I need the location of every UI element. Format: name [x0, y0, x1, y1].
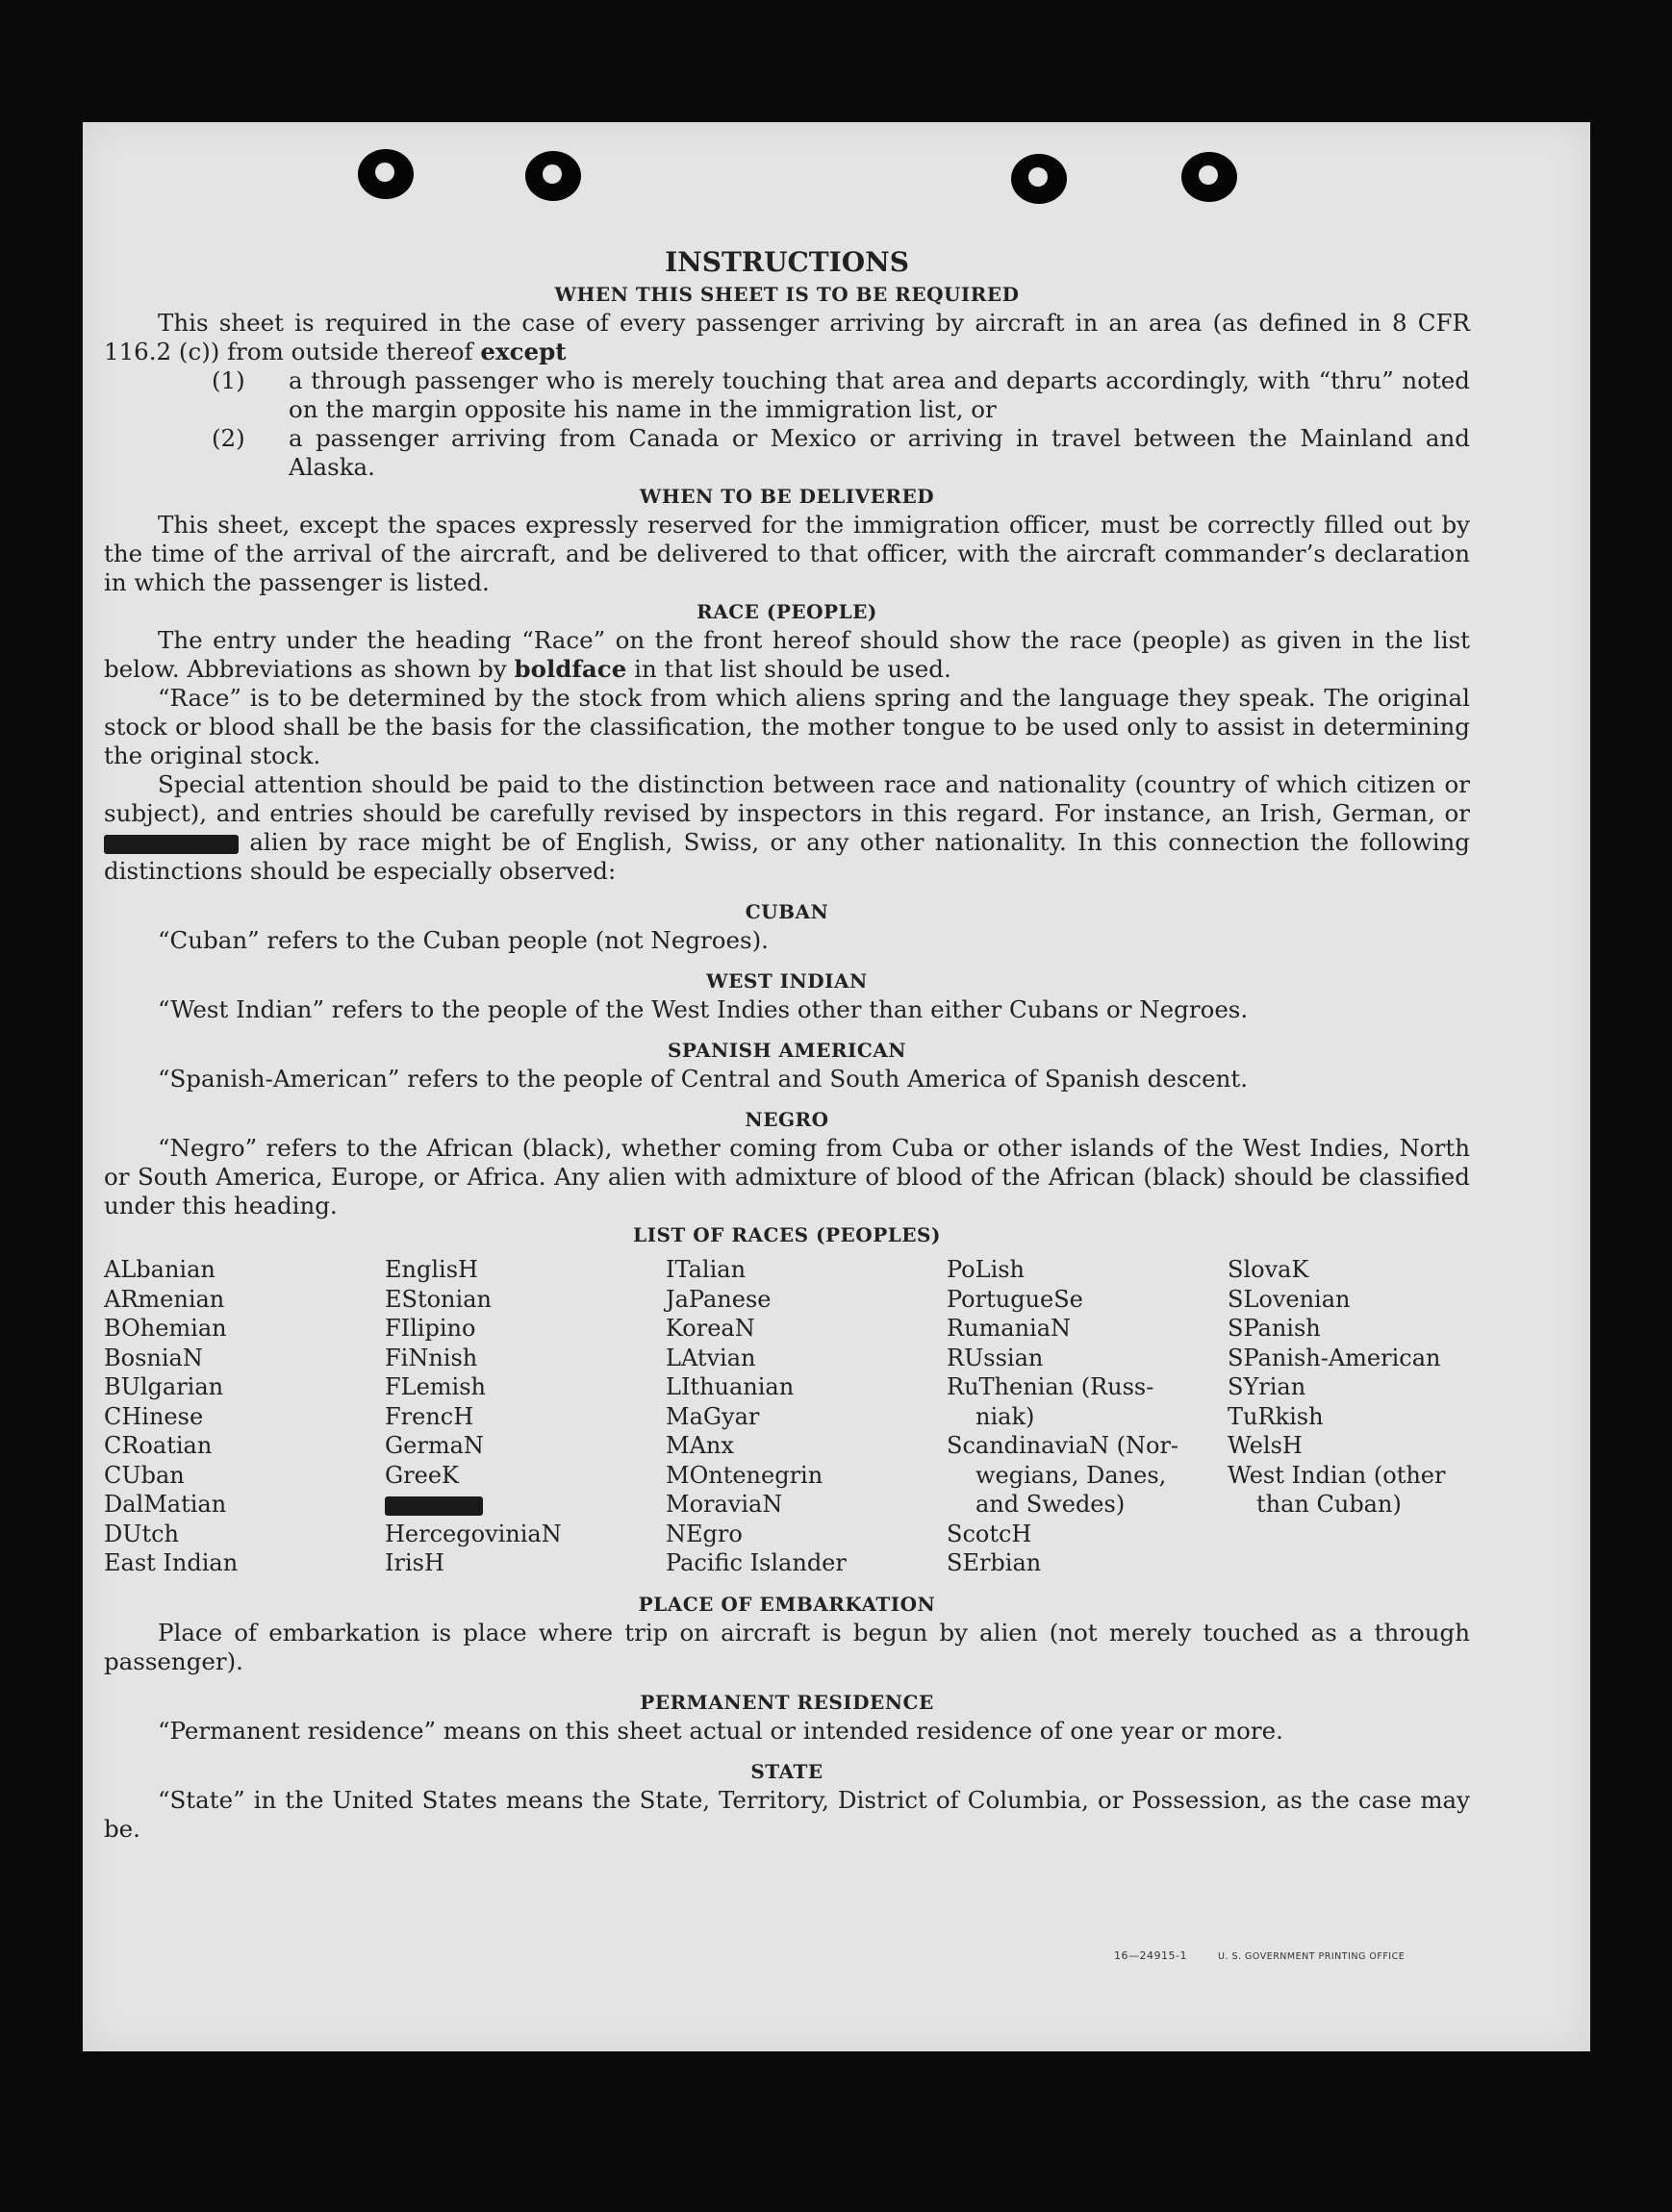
cuban-text: “Cuban” refers to the Cuban people (not Negroes).	[158, 926, 769, 954]
heading-required: WHEN THIS SHEET IS TO BE REQUIRED	[554, 283, 1020, 306]
race-entry: LIthuanian	[666, 1373, 795, 1400]
races-table	[104, 1255, 1470, 1578]
heading-negro: NEGRO	[745, 1108, 829, 1131]
race-entry: HercegoviniaN	[385, 1520, 562, 1547]
race-entry: CHinese	[104, 1402, 204, 1430]
race-entry: PortugueSe	[947, 1285, 1083, 1313]
race-entry: SPanish-American	[1228, 1344, 1441, 1371]
form-code: 16—24915-1	[1114, 1949, 1187, 1962]
race-entry: SErbian	[947, 1549, 1042, 1576]
heading-race: RACE (PEOPLE)	[697, 600, 877, 623]
race-entry: MOntenegrin	[666, 1461, 823, 1489]
race-entry: Pacific Islander	[666, 1549, 847, 1576]
heading-west-indian: WEST INDIAN	[706, 969, 868, 993]
race-entry: FLemish	[385, 1373, 486, 1400]
race-paragraph: The entry under the heading “Race” on the front hereof should show the race (people) as given in the list below. Abbreviations as shown by boldface in that list should be used.	[104, 626, 1470, 683]
race-entry: TuRkish	[1228, 1402, 1324, 1430]
printer-name: U. S. GOVERNMENT PRINTING OFFICE	[1217, 1951, 1406, 1962]
state-text: “State” in the United States means the State, Territory, District of Columbia, or Possession, as the case may be.	[104, 1785, 1470, 1843]
race-entry: CUban	[104, 1461, 185, 1489]
race-entry: East Indian	[104, 1549, 239, 1576]
race-entry: GreeK	[385, 1461, 459, 1489]
heading-state: STATE	[750, 1759, 823, 1783]
race-entry: CRoatian	[104, 1432, 213, 1459]
race-entry: MaGyar	[666, 1402, 760, 1430]
race-entry: DUtch	[104, 1520, 180, 1547]
race-column	[104, 1255, 385, 1578]
redaction-mark	[104, 835, 239, 854]
west-indian-text: “West Indian” refers to the people of the West Indies other than either Cubans or Negroes.	[158, 995, 1249, 1023]
redaction-mark	[385, 1496, 483, 1516]
heading-races-list: LIST OF RACES (PEOPLES)	[633, 1223, 941, 1246]
punch-hole	[525, 151, 581, 201]
list-item: (2) a passenger arriving from Canada or Mexico or arriving in travel between the Mainland and Alaska.	[212, 424, 1470, 481]
punch-hole	[1181, 152, 1237, 202]
race-entry: JaPanese	[666, 1285, 772, 1313]
race-column	[666, 1255, 947, 1578]
page-title: INSTRUCTIONS	[665, 246, 909, 278]
race-entry: SYrian	[1228, 1373, 1306, 1400]
race-entry: BosniaN	[104, 1344, 203, 1371]
race-entry: wegians, Danes,	[975, 1461, 1167, 1489]
race-entry: West Indian (other	[1228, 1461, 1446, 1489]
race-entry: ScotcH	[947, 1520, 1032, 1547]
race-entry: SlovaK	[1228, 1256, 1309, 1283]
race-column	[1228, 1255, 1470, 1578]
race-entry: ALbanian	[104, 1256, 215, 1283]
race-entry: niak)	[975, 1402, 1035, 1430]
race-entry: ARmenian	[104, 1285, 225, 1313]
race-entry: SPanish	[1228, 1315, 1321, 1342]
race-entry: MoraviaN	[666, 1491, 783, 1518]
race-entry: RumaniaN	[947, 1315, 1072, 1342]
race-entry: WelsH	[1228, 1432, 1303, 1459]
race-entry: FIlipino	[385, 1315, 476, 1342]
race-entry: ScandinaviaN (Nor-	[947, 1432, 1179, 1459]
heading-residence: PERMANENT RESIDENCE	[640, 1690, 934, 1714]
race-column	[385, 1255, 666, 1578]
residence-text: “Permanent residence” means on this sheet actual or intended residence of one year or more.	[158, 1716, 1283, 1745]
race-entry: BUlgarian	[104, 1373, 224, 1400]
race-entry: SLovenian	[1228, 1285, 1351, 1313]
punch-hole	[1011, 154, 1067, 204]
race-entry: BOhemian	[104, 1315, 227, 1342]
race-column	[947, 1255, 1228, 1578]
race-entry: and Swedes)	[975, 1491, 1126, 1518]
race-entry: ITalian	[666, 1256, 747, 1283]
race-entry: IrisH	[385, 1549, 444, 1576]
race-paragraph: Special attention should be paid to the distinction between race and nationality (country of which citizen or subject), and entries should be carefully revised by inspectors in this regard. For instance, an Irish, German, or alien by race might be of English, Swiss, or any other nationality. In this connection the following distinctions should be especially observed:	[104, 770, 1470, 885]
list-item: (1) a through passenger who is merely touching that area and departs accordingly, with “thru” noted on the margin opposite his name in the immigration list, or	[212, 366, 1470, 423]
race-entry: GermaN	[385, 1432, 484, 1459]
punch-hole	[358, 149, 414, 199]
race-entry: FiNnish	[385, 1344, 478, 1371]
required-intro: This sheet is required in the case of every passenger arriving by aircraft in an area (as defined in 8 CFR 116.2 (c)) from outside thereof except	[104, 309, 1470, 365]
race-entry: LAtvian	[666, 1344, 756, 1371]
race-paragraph: “Race” is to be determined by the stock from which aliens spring and the language they speak. The original stock or blood shall be the basis for the classification, the mother tongue to be used only to assist in determining the original stock.	[104, 684, 1470, 769]
race-entry: MAnx	[666, 1432, 734, 1459]
heading-cuban: CUBAN	[745, 900, 829, 923]
race-entry: RUssian	[947, 1344, 1044, 1371]
race-entry: than Cuban)	[1256, 1491, 1402, 1518]
race-entry: PoLish	[947, 1256, 1026, 1283]
spanish-american-text: “Spanish-American” refers to the people of Central and South America of Spanish descent.	[158, 1065, 1249, 1093]
race-entry: NEgro	[666, 1520, 743, 1547]
race-entry: KoreaN	[666, 1315, 755, 1342]
printing-office-footer	[1114, 1949, 1405, 1962]
race-entry: EnglisH	[385, 1256, 478, 1283]
race-entry: RuThenian (Russ-	[947, 1373, 1154, 1400]
heading-spanish-american: SPANISH AMERICAN	[667, 1039, 907, 1062]
heading-delivered: WHEN TO BE DELIVERED	[639, 485, 935, 508]
delivered-text: This sheet, except the spaces expressly reserved for the immigration officer, must be correctly filled out by the time of the arrival of the aircraft, and be delivered to that officer, with the aircraft commander’s declaration in which the passenger is listed.	[104, 511, 1470, 596]
race-entry: EStonian	[385, 1285, 492, 1313]
race-entry-redacted	[385, 1490, 666, 1520]
race-entry: DalMatian	[104, 1491, 227, 1518]
negro-text: “Negro” refers to the African (black), whether coming from Cuba or other islands of the West Indies, North or South America, Europe, or Africa. Any alien with admixture of blood of the African (black) should be classified under this heading.	[104, 1134, 1470, 1219]
embarkation-text: Place of embarkation is place where trip on aircraft is begun by alien (not merely touched as a through passenger).	[104, 1618, 1470, 1675]
race-entry: FrencH	[385, 1402, 474, 1430]
instructions-body	[104, 245, 1470, 1844]
heading-embarkation: PLACE OF EMBARKATION	[638, 1592, 936, 1616]
